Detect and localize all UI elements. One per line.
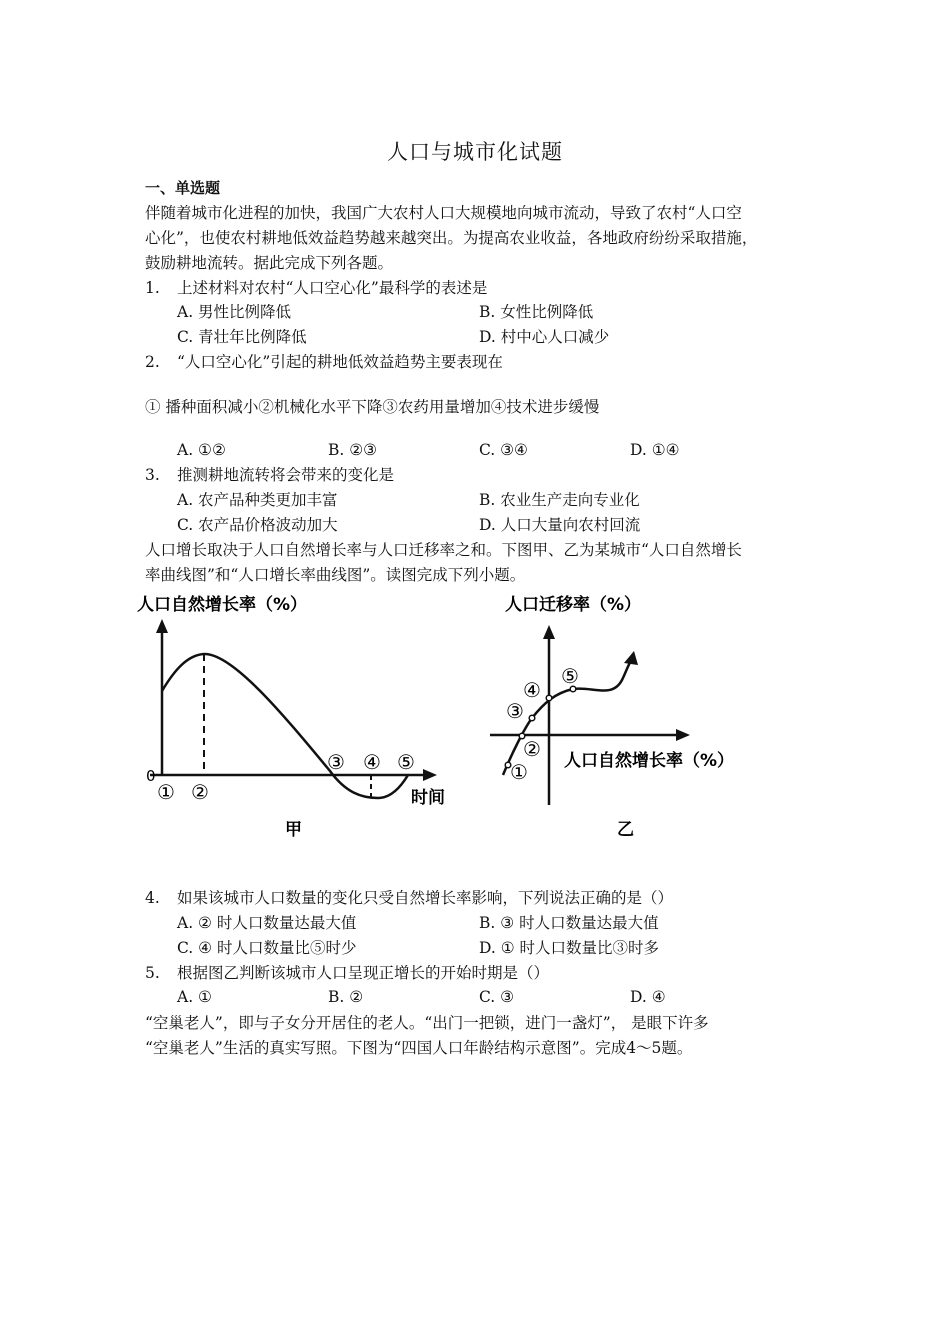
question-number: 4. [145,889,160,907]
right-point-label: ② [523,737,541,761]
option-d: D. ① 时人口数量比③时多 [479,939,660,957]
question-3 [145,465,394,485]
passage1-line: 心化”，也使农村耕地低效益趋势越来越突出。为提高农业收益，各地政府纷纷采取措施， [145,229,758,247]
option-a: A. 男性比例降低 [177,303,292,321]
passage3-line: “空巢老人”，即与子女分开居住的老人。“出门一把锁，进门一盏灯”， 是眼下许多 [145,1014,709,1032]
option-b: B. ②③ [328,441,378,459]
option-c: C. 青壮年比例降低 [177,328,307,346]
passage1-line: 伴随着城市化进程的加快，我国广大农村人口大规模地向城市流动，导致了农村“人口空 [145,204,742,222]
option-c: C. ③④ [479,441,528,459]
right-point-marker [546,695,552,701]
right-x-arrow [676,729,690,741]
left-chart-caption: 甲 [285,820,302,840]
question-text: 根据图乙判断该城市人口呈现正增长的开始时期是（） [177,964,550,982]
left-origin-label: 0 [146,767,156,785]
option-a: A. 农产品种类更加丰富 [177,491,338,509]
option-d: D. 人口大量向农村回流 [479,516,641,534]
question-text: 推测耕地流转将会带来的变化是 [177,466,395,484]
option-c: C. 农产品价格波动加大 [177,516,338,534]
left-point-label: ③ [327,750,345,774]
option-d: D. 村中心人口减少 [479,328,610,346]
option-a: A. ② 时人口数量达最大值 [177,914,357,932]
right-point-label: ③ [506,699,524,723]
question-number: 1. [145,279,160,297]
left-chart-ylabel: 人口自然增长率（%） [137,595,308,615]
question-2 [145,352,503,372]
question-2-statements: ① 播种面积减小②机械化水平下降③农药用量增加④技术进步缓慢 [145,398,600,416]
passage2-line: 人口增长取决于人口自然增长率与人口迁移率之和。下图甲、乙为某城市“人口自然增长 [145,541,742,559]
left-point-label: ① [157,780,175,804]
option-d: D. ④ [630,988,666,1006]
option-b: B. ③ 时人口数量达最大值 [479,914,659,932]
figure-population-curves [0,585,950,845]
question-number: 2. [145,353,160,371]
question-number: 3. [145,466,160,484]
left-point-label: ② [191,780,209,804]
right-curve-arrow [624,651,638,665]
passage2-line: 率曲线图”和“人口增长率曲线图”。读图完成下列小题。 [145,566,526,584]
option-d: D. ①④ [630,441,680,459]
left-x-arrow [423,769,437,781]
right-point-label: ④ [523,678,541,702]
passage3-line: “空巢老人”生活的真实写照。下图为“四国人口年龄结构示意图”。完成4～5题。 [145,1039,693,1057]
right-chart-ylabel: 人口迁移率（%） [505,595,642,615]
left-point-label: ⑤ [397,750,415,774]
right-point-label: ⑤ [561,664,579,688]
right-point-label: ① [510,760,528,784]
right-chart-xlabel: 人口自然增长率（%） [564,751,735,771]
question-text: 如果该城市人口数量的变化只受自然增长率影响，下列说法正确的是（） [177,889,674,907]
option-a: A. ① [177,988,212,1006]
option-c: C. ③ [479,988,515,1006]
question-1 [145,278,487,298]
option-b: B. 农业生产走向专业化 [479,491,640,509]
passage1-line: 鼓励耕地流转。据此完成下列各题。 [145,254,394,272]
question-5 [145,963,549,983]
left-y-arrow [156,619,168,633]
page-title: 人口与城市化试题 [387,140,563,164]
question-text: 上述材料对农村“人口空心化”最科学的表述是 [177,279,488,297]
option-c: C. ④ 时人口数量比⑤时少 [177,939,357,957]
right-point-marker [529,715,535,721]
question-4 [145,888,673,908]
question-number: 5. [145,964,160,982]
option-a: A. ①② [177,441,226,459]
question-text: “人口空心化”引起的耕地低效益趋势主要表现在 [177,353,503,371]
left-chart-xlabel: 时间 [411,788,445,808]
option-b: B. ② [328,988,364,1006]
option-b: B. 女性比例降低 [479,303,594,321]
left-point-label: ④ [363,750,381,774]
section-heading: 一、单选题 [145,179,221,197]
right-y-arrow [543,625,555,639]
right-chart-caption: 乙 [617,820,634,840]
